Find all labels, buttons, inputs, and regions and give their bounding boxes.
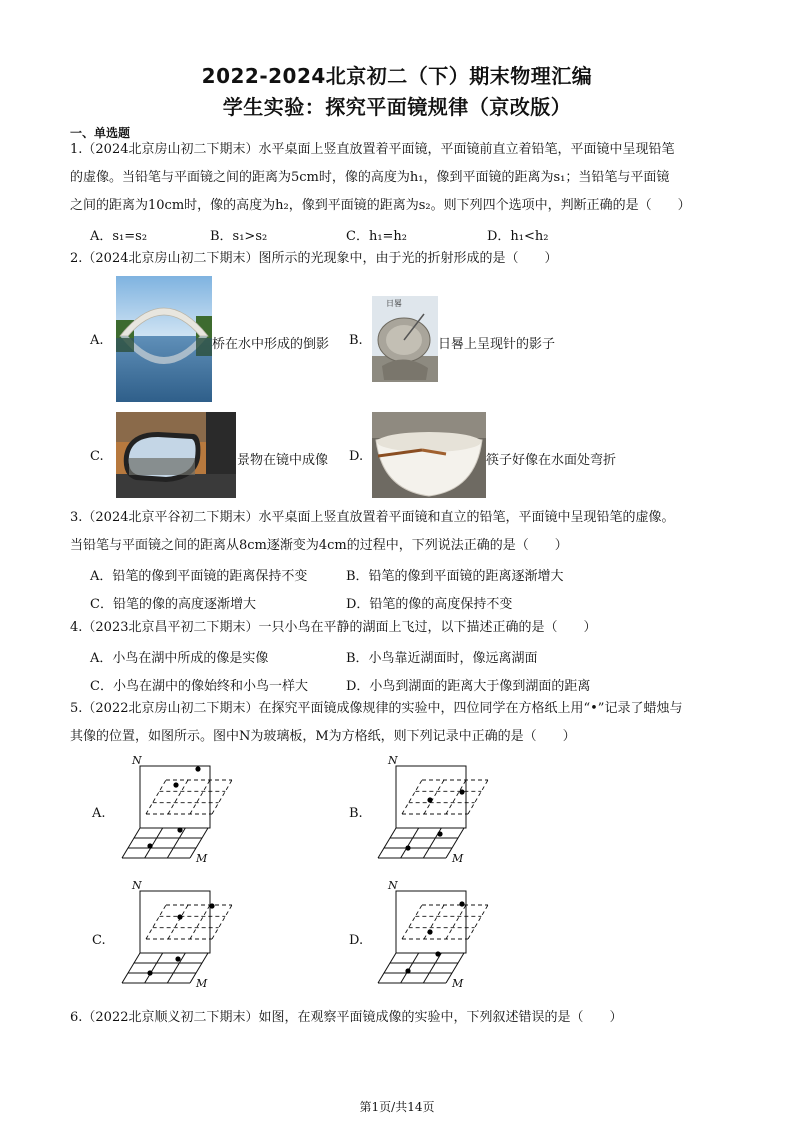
car-mirror-photo [116,412,236,498]
mirror-grid-figure-d [368,879,493,991]
label-m: M [196,977,208,990]
position-dot [175,956,180,961]
q3-option-d: D．铅笔的像的高度保持不变 [346,597,513,612]
label-m: M [452,852,464,865]
position-dot [177,827,182,832]
position-dot [459,789,464,794]
q4-option-c: C．小鸟在湖中的像始终和小鸟一样大 [90,679,308,694]
position-dot [405,968,410,973]
position-dot [147,970,152,975]
sundial-photo [372,296,438,382]
label-m: M [196,852,208,865]
label-n: N [132,754,142,767]
reflected-grid [402,905,488,939]
glass-plate-n [140,891,210,953]
label-m: M [452,977,464,990]
document-title-line2: 学生实验：探究平面镜规律（京改版） [222,95,572,119]
position-dot [195,766,200,771]
page-footer: 第1页/共14页 [359,1100,435,1114]
q2-a-caption: 桥在水中形成的倒影 [212,337,330,352]
label-n: N [132,879,142,892]
q2-b-letter: B. [349,333,363,348]
position-dot [435,951,440,956]
reflected-grid [402,780,488,814]
position-dot [209,903,214,908]
q5-line2: 其像的位置，如图所示。图中N为玻璃板，M为方格纸，则下列记录中正确的是（ ） [70,729,576,744]
q5-fig-d-letter: D. [349,933,364,948]
label-n: N [388,879,398,892]
q5-fig-b-letter: B. [349,806,363,821]
q1-option-b: B．s₁>s₂ [210,229,268,244]
mirror-grid-svg [112,754,237,866]
position-dot [173,782,178,787]
mirror-grid-figure-b [368,754,493,866]
q2-c-caption: 景物在镜中成像 [237,453,329,468]
position-dot [147,843,152,848]
q4-line1: 4.（2023北京昌平初二下期末）一只小鸟在平静的湖面上飞过，以下描述正确的是（ ） [70,620,597,635]
q3-line2: 当铅笔与平面镜之间的距离从8cm逐渐变为4cm的过程中，下列说法正确的是（ ） [70,538,568,553]
q4-option-a: A．小鸟在湖中所成的像是实像 [90,651,269,666]
position-dot [177,914,182,919]
mirror-grid-svg [112,879,237,991]
position-dot [427,929,432,934]
reflected-grid [146,905,232,939]
section-heading: 一、单选题 [70,126,131,140]
label-n: N [388,754,398,767]
q1-line2: 的虚像。当铅笔与平面镜之间的距离为5cm时，像的高度为h₁，像到平面镜的距离为s₁；当铅笔与平面镜 [70,170,670,185]
mirror-grid-svg [368,754,493,866]
q2-c-letter: C. [90,449,104,464]
q5-fig-a-letter: A. [92,806,106,821]
q2-d-caption: 筷子好像在水面处弯折 [486,453,617,468]
glass-plate-n [140,766,210,828]
q4-option-d: D．小鸟到湖面的距离大于像到湖面的距离 [346,679,591,694]
q3-option-c: C．铅笔的像的高度逐渐增大 [90,597,256,612]
glass-plate-n [396,766,466,828]
q4-option-b: B．小鸟靠近湖面时，像远离湖面 [346,651,538,666]
q1-option-c: C．h₁=h₂ [346,229,408,244]
q2-b-caption: 日晷上呈现针的影子 [438,337,556,352]
bridge-reflection-photo [116,276,212,402]
q5-fig-c-letter: C. [92,933,106,948]
position-dot [437,831,442,836]
q2-line1: 2.（2024北京房山初二下期末）图所示的光现象中，由于光的折射形成的是（ ） [70,251,558,266]
q1-line3: 之间的距离为10cm时，像的高度为h₂，像到平面镜的距离为s₂。则下列四个选项中，判断正确的是（ ） [70,198,691,213]
sundial-sign-text: 日晷 [386,299,402,308]
position-dot [459,901,464,906]
chopsticks-bowl-photo [372,412,486,498]
q2-a-letter: A. [90,333,104,348]
q6-line1: 6.（2022北京顺义初二下期末）如图，在观察平面镜成像的实验中，下列叙述错误的是（ ） [70,1010,623,1025]
glass-plate-n [396,891,466,953]
q3-option-a: A．铅笔的像到平面镜的距离保持不变 [90,569,308,584]
q3-option-b: B．铅笔的像到平面镜的距离逐渐增大 [346,569,564,584]
q2-d-letter: D. [349,449,364,464]
q3-line1: 3.（2024北京平谷初二下期末）水平桌面上竖直放置着平面镜和直立的铅笔，平面镜中呈现铅笔的虚像。 [70,510,675,525]
reflected-grid [146,780,232,814]
mirror-grid-svg [368,879,493,991]
document-title-line1: 2022-2024北京初二（下）期末物理汇编 [201,64,593,88]
q1-line1: 1.（2024北京房山初二下期末）水平桌面上竖直放置着平面镜，平面镜前直立着铅笔，平面镜中呈现铅笔 [70,142,675,157]
position-dot [427,797,432,802]
position-dot [405,845,410,850]
q5-line1: 5.（2022北京房山初二下期末）在探究平面镜成像规律的实验中，四位同学在方格纸上用“•”记录了蜡烛与 [70,701,683,716]
q1-option-a: A．s₁=s₂ [90,229,148,244]
mirror-grid-figure-c [112,879,237,991]
q1-option-d: D．h₁<h₂ [487,229,549,244]
mirror-grid-figure-a [112,754,237,866]
